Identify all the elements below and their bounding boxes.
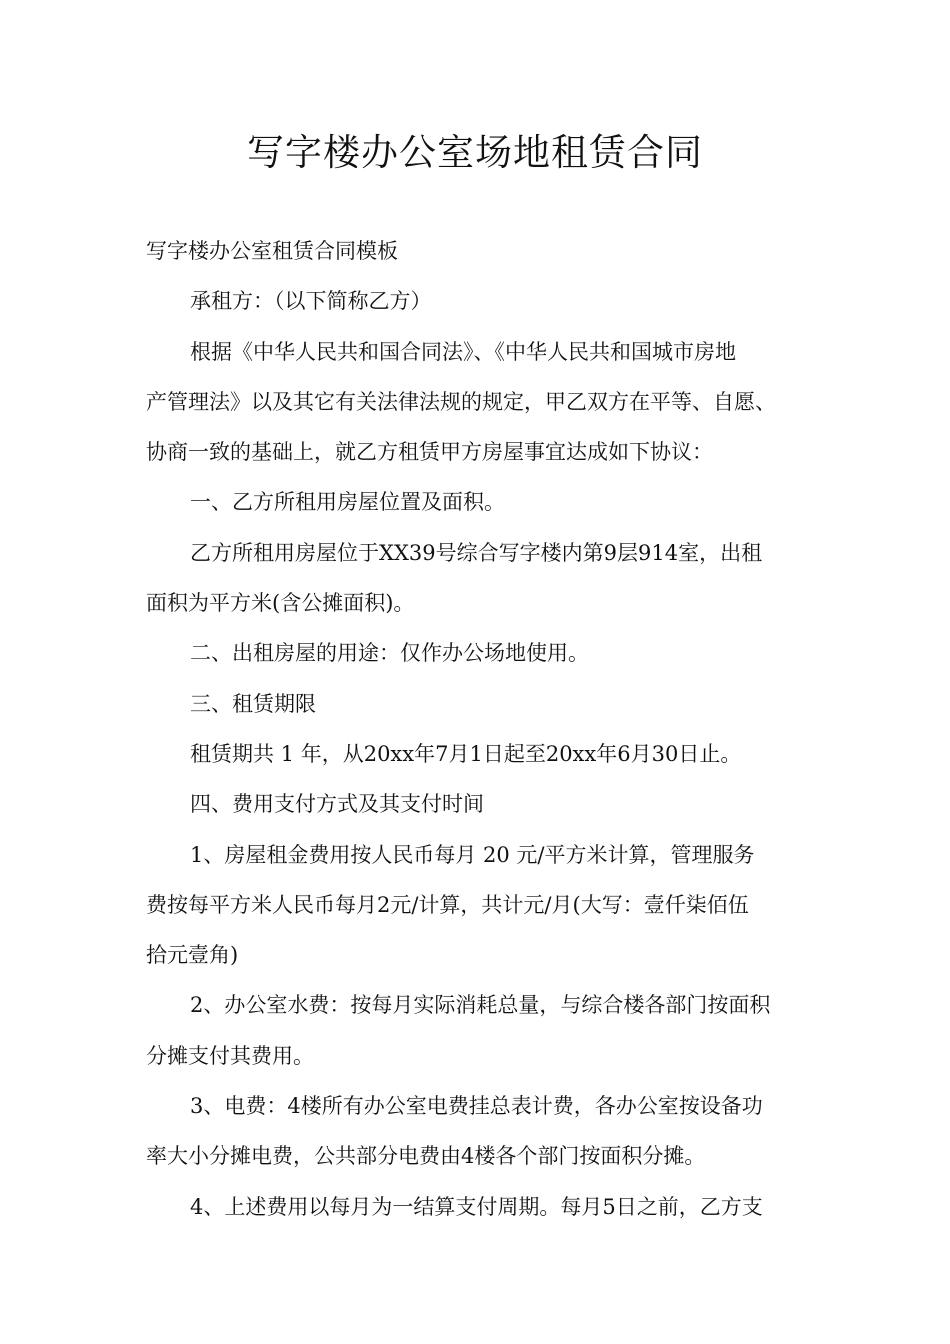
text-line: 乙方所租用房屋位于XX39号综合写字楼内第9层914室，出租 — [190, 540, 763, 565]
text-line: 二、出租房屋的用途：仅作办公场地使用。 — [190, 641, 589, 666]
text-line: 三、租赁期限 — [190, 691, 316, 716]
text-line: 拾元壹角) — [146, 943, 239, 968]
document-body — [146, 226, 808, 1232]
text-line: 四、费用支付方式及其支付时间 — [190, 792, 484, 817]
document-title: 写字楼办公室场地租赁合同 — [247, 131, 703, 174]
text-line: 租赁期共 1 年，从20xx年7月1日起至20xx年6月30日止。 — [190, 741, 742, 766]
text-line: 2、办公室水费：按每月实际消耗总量，与综合楼各部门按面积 — [190, 993, 771, 1018]
text-line: 费按每平方米人民币每月2元/计算，共计元/月(大写：壹仟柒佰伍 — [146, 892, 749, 917]
text-line: 率大小分摊电费，公共部分电费由4楼各个部门按面积分摊。 — [146, 1144, 706, 1169]
text-line: 写字楼办公室租赁合同模板 — [146, 239, 398, 263]
text-line: 4、上述费用以每月为一结算支付周期。每月5日之前，乙方支 — [190, 1194, 763, 1219]
text-line: 面积为平方米(含公摊面积)。 — [146, 591, 415, 616]
text-line: 根据《中华人民共和国合同法》、《中华人民共和国城市房地 — [190, 339, 736, 364]
text-line: 协商一致的基础上，就乙方租赁甲方房屋事宜达成如下协议： — [146, 440, 713, 465]
text-line: 1、房屋租金费用按人民币每月 20 元/平方米计算，管理服务 — [190, 842, 755, 867]
text-line: 分摊支付其费用。 — [146, 1043, 314, 1068]
text-line: 承租方：（以下简称乙方） — [190, 289, 432, 314]
text-line: 3、电费：4楼所有办公室电费挂总表计费，各办公室按设备功 — [190, 1094, 763, 1119]
text-line: 一、乙方所租用房屋位置及面积。 — [190, 490, 505, 515]
text-line: 产管理法》以及其它有关法律法规的规定，甲乙双方在平等、自愿、 — [146, 389, 776, 414]
